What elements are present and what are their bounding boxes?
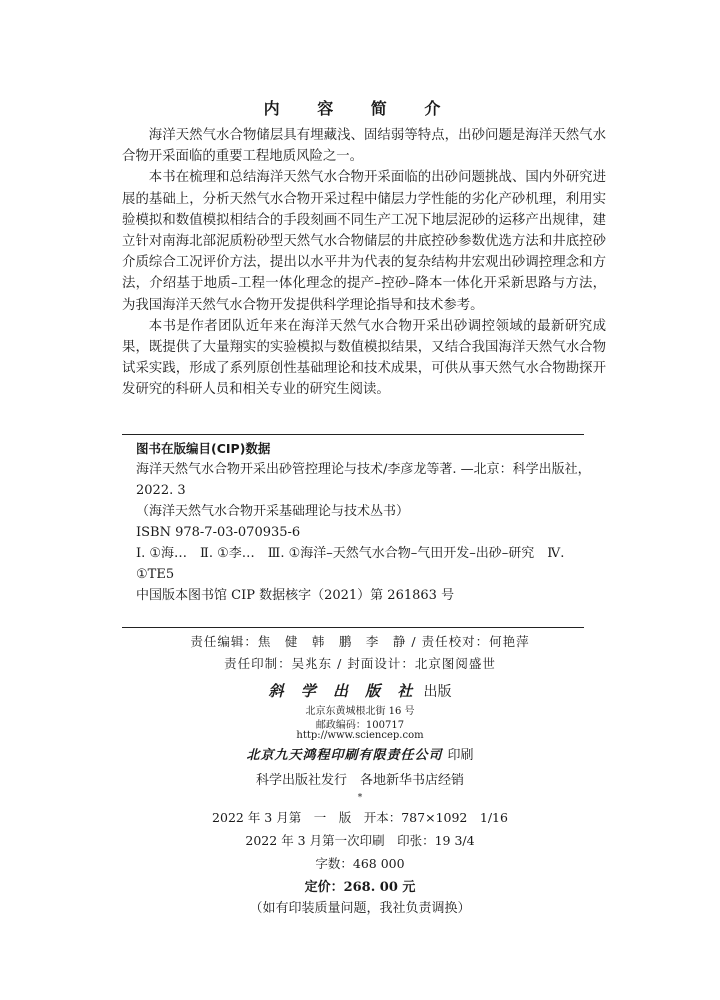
- editors-line: 责任编辑：焦 健 韩 鹏 李 静 / 责任校对：何艳萍: [190, 634, 530, 649]
- publisher-line: [0, 680, 720, 701]
- price: 定价：268. 00 元: [304, 880, 416, 895]
- cip-number: 中国版本图书馆 CIP 数据核字（2021）第 261863 号: [136, 588, 455, 603]
- publisher-postcode: 邮政编码：100717: [315, 720, 405, 731]
- edition-info: 2022 年 3 月第 一 版 开本：787×1092 1/16: [212, 810, 508, 825]
- book-summary: [122, 125, 606, 401]
- publisher-label: 出版: [423, 684, 452, 700]
- printer-line: [0, 744, 720, 763]
- printer-label: 印刷: [447, 748, 474, 763]
- publisher-address: 北京东黄城根北街 16 号: [305, 706, 415, 717]
- page-title: 内 容 简 介: [263, 99, 457, 118]
- cip-title-line: 海洋天然气水合物开采出砂管控理论与技术/李彦龙等著. —北京：科学出版社，2022. 3: [136, 462, 591, 498]
- publisher-name: 斜 学 出 版 社: [268, 682, 419, 700]
- cip-classification: Ⅰ. ①海… Ⅱ. ①李… Ⅲ. ①海洋–天然气水合物–气田开发–出砂–研究 Ⅳ. ①TE5: [136, 546, 565, 582]
- cip-series: （海洋天然气水合物开采基础理论与技术丛书）: [136, 504, 410, 519]
- quality-note: （如有印装质量问题，我社负责调换）: [249, 901, 471, 916]
- word-count: 字数：468 000: [315, 856, 405, 871]
- printing-info: 2022 年 3 月第一次印刷 印张：19 3/4: [245, 833, 475, 848]
- divider-top: [122, 434, 584, 435]
- divider-bottom: [122, 627, 584, 628]
- publisher-url: http://www.sciencep.com: [296, 730, 424, 741]
- cip-isbn: ISBN 978-7-03-070935-6: [136, 525, 301, 540]
- production-line: 责任印制：吴兆东 / 封面设计：北京图阅盛世: [224, 656, 496, 671]
- summary-paragraph-2: 本书在梳理和总结海洋天然气水合物开采面临的出砂问题挑战、国内外研究进展的基础上，分析天然气水合物开采过程中储层力学性能的劣化产砂机理，利用实验模拟和数值模拟相结合的手段刻画不同生产工况下地层泥砂的运移产出规律，建立针对南海北部泥质粉砂型天然气水合物储层的井底控砂参数优选方法和井底控砂介质综合工况评价方法，提出以水平井为代表的复杂结构井宏观出砂调控理念和方法，介绍基于地质–工程一体化理念的提产–控砂–降本一体化开采新思路与方法，为我国海洋天然气水合物开发提供科学理论指导和技术参考。: [122, 170, 606, 313]
- cip-heading: 图书在版编目(CIP)数据: [136, 441, 271, 456]
- summary-paragraph-3: 本书是作者团队近年来在海洋天然气水合物开采出砂调控领域的最新研究成果，既提供了大量翔实的实验模拟与数值模拟结果，又结合我国海洋天然气水合物试采实践，形成了系列原创性基础理论和技术成果，可供从事天然气水合物勘探开发研究的科研人员和相关专业的研究生阅读。: [122, 318, 606, 398]
- printer-name: 北京九天鸿程印刷有限责任公司: [246, 748, 443, 763]
- cip-record: [122, 439, 602, 606]
- summary-paragraph-1: 海洋天然气水合物储层具有埋藏浅、固结弱等特点，出砂问题是海洋天然气水合物开采面临的重要工程地质风险之一。: [122, 128, 606, 165]
- separator-mark: *: [357, 793, 363, 803]
- distribution-line: 科学出版社发行 各地新华书店经销: [255, 773, 464, 788]
